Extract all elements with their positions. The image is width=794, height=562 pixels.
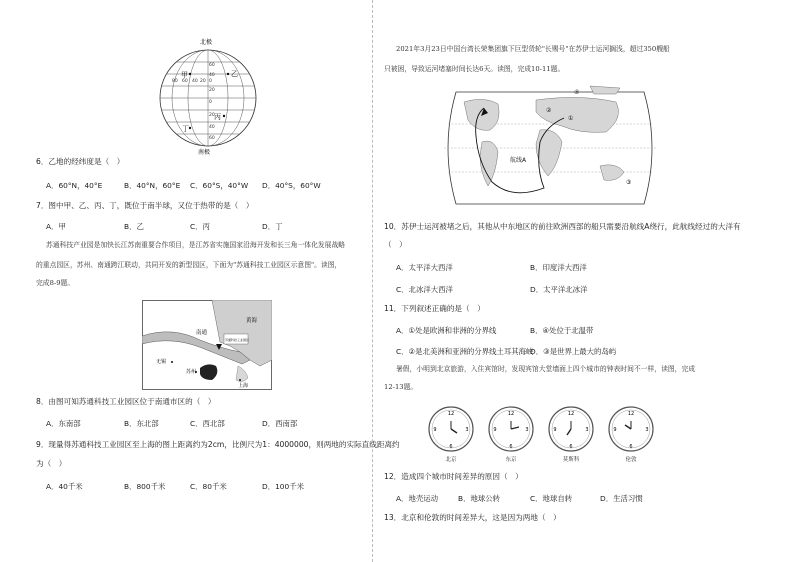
map-label-suzhou: 苏州	[186, 369, 197, 375]
q12-stem: 12．造成四个城市时间差异的原因（ ）	[384, 472, 523, 481]
map-marker-2: ②	[546, 107, 552, 114]
point-bing: 丙	[214, 113, 221, 121]
q11-stem: 11．下列叙述正确的是（ ）	[384, 304, 485, 313]
clock-numeral: 12	[627, 411, 635, 417]
lon-label-40: 40	[192, 79, 198, 84]
q8-stem: 8．由图可知苏通科技工业园区位于南通市区的（ ）	[36, 397, 216, 406]
clock-numeral: 3	[645, 427, 649, 433]
clock-numeral: 6	[569, 444, 573, 450]
lat-label-0: 0	[209, 100, 212, 105]
map-label-route-a: 航线A	[510, 157, 527, 164]
globe-south-label: 南极	[198, 149, 211, 156]
clock-numeral: 9	[433, 427, 437, 433]
q7-option-d[interactable]: D．丁	[262, 222, 283, 231]
q7-option-a[interactable]: A．甲	[46, 222, 66, 231]
lat-label-60s: 60	[209, 136, 215, 141]
point-ding: 丁	[182, 125, 189, 133]
passage-2-line-1: 2021年3月23日中国台湾长荣集团旗下巨型货轮"长赐号"在苏伊士运河搁浅，超过350艘船	[396, 45, 670, 53]
q9-option-d[interactable]: D．100千米	[262, 482, 304, 491]
q11-option-b[interactable]: B．④处位于北温带	[530, 326, 594, 335]
map-marker-4: ④	[574, 89, 580, 96]
map-label-wuxi: 无锡	[156, 359, 167, 365]
passage-1-line-1: 苏通科技产业园是加快长江苏南重要合作项目，是江苏省实施国家沿海开发和长三角一体化发展战略	[46, 241, 346, 249]
globe-north-label: 北极	[200, 39, 213, 46]
clock-numeral: 3	[525, 427, 529, 433]
passage-1-line-2: 的重点园区，苏州、南通跨江联动，共同开发的新型园区，下面为"苏通科技工业园区示意图"。读图，	[36, 261, 342, 269]
suzhou-nantong-map	[142, 300, 272, 390]
clock-label-tokyo: 东京	[505, 457, 517, 463]
q10-option-a[interactable]: A．太平洋大西洋	[396, 263, 453, 272]
q7-option-c[interactable]: C．丙	[190, 222, 210, 231]
q9-option-a[interactable]: A．40千米	[46, 482, 83, 491]
clock-numeral: 12	[447, 411, 455, 417]
q8-option-d[interactable]: D．西南部	[262, 419, 298, 428]
clock-numeral: 3	[465, 427, 469, 433]
q6-option-d[interactable]: D．40°S，60°W	[262, 181, 321, 190]
q7-option-b[interactable]: B．乙	[124, 222, 144, 231]
clock-numeral: 12	[507, 411, 515, 417]
q10-option-d[interactable]: D．太平洋北冰洋	[530, 285, 588, 294]
q9-option-b[interactable]: B．800千米	[124, 482, 166, 491]
passage-3-line-1: 暑假，小明到北京旅游，入住宾馆时，发现宾馆大堂墙面上四个城市的钟表时间不一样，读图，完成	[396, 365, 696, 373]
passage-3-line-2: 12-13题。	[384, 383, 418, 391]
lon-label-80: 80	[172, 79, 178, 84]
lon-label-0: 0	[209, 79, 212, 84]
map-label-nantong: 南通	[196, 330, 208, 336]
q8-option-a[interactable]: A．东南部	[46, 419, 81, 428]
clock-label-beijing: 北京	[445, 457, 457, 463]
q6-option-a[interactable]: A．60°N，40°E	[46, 181, 103, 190]
q12-option-d[interactable]: D．生活习惯	[600, 494, 643, 503]
q6-stem: 6．乙地的经纬度是（ ）	[36, 157, 125, 166]
passage-1-line-3: 完成8-9题。	[36, 279, 75, 287]
q10-stem-line-2: （ ）	[384, 240, 407, 249]
q10-stem: 10．苏伊士运河被堵之后，其他从中东地区的前往欧洲西部的船只需要沿航线A绕行，此航线经过的大洋有	[384, 222, 741, 231]
q6-option-c[interactable]: C．60°S，40°W	[190, 181, 249, 190]
map-label-park: 苏通科技工业园区	[225, 338, 250, 342]
four-clocks	[424, 402, 664, 456]
q11-option-c[interactable]: C．②是北美洲和亚洲的分界线土耳其海峡	[396, 347, 534, 356]
q8-option-b[interactable]: B．东北部	[124, 419, 159, 428]
q9-stem-line-2: 为（ ）	[36, 459, 67, 468]
q12-option-b[interactable]: B．地球公转	[458, 494, 501, 503]
q6-option-b[interactable]: B．40°N，60°E	[124, 181, 181, 190]
lat-label-20n: 20	[209, 88, 215, 93]
clock-label-london: 伦敦	[625, 457, 637, 463]
column-divider	[372, 0, 373, 562]
clock-numeral: 3	[585, 427, 589, 433]
q9-stem-line-1: 9．现量得苏通科技工业园区至上海的图上距离约为2cm，比例尺为1：4000000，则两地的实际直线距离约	[36, 440, 400, 449]
q12-option-c[interactable]: C．地球自转	[530, 494, 573, 503]
clock-numeral: 9	[493, 427, 497, 433]
lat-label-20s: 20	[209, 113, 215, 118]
clock-numeral: 9	[613, 427, 617, 433]
lon-label-60: 60	[182, 79, 188, 84]
q10-option-c[interactable]: C．北冰洋大西洋	[396, 285, 453, 294]
q11-option-a[interactable]: A．①处是欧洲和非洲的分界线	[396, 326, 497, 335]
lon-label-20: 20	[200, 79, 206, 84]
q12-option-a[interactable]: A．地壳运动	[396, 494, 439, 503]
lat-label-40s: 40	[209, 125, 215, 130]
q7-stem: 7．图中甲、乙、丙、丁，既位于南半球，又位于热带的是（ ）	[36, 201, 254, 210]
q13-stem: 13．北京和伦敦的时间差异大，这是因为两地（ ）	[384, 513, 561, 522]
lat-label-40n: 40	[209, 73, 215, 78]
map-label-huanghai: 黄海	[246, 318, 258, 324]
passage-2-line-2: 只被困，导致运河堵塞时间长达6天。读图，完成10-11题。	[384, 65, 565, 73]
point-jia: 甲	[181, 71, 188, 79]
q8-option-c[interactable]: C．西北部	[190, 419, 225, 428]
clock-numeral: 9	[553, 427, 557, 433]
map-marker-1: ①	[568, 115, 574, 122]
clock-label-moscow: 莫斯科	[562, 457, 580, 463]
clock-numeral: 6	[509, 444, 513, 450]
globe-figure	[148, 36, 268, 156]
clock-numeral: 6	[629, 444, 633, 450]
q9-option-c[interactable]: C．80千米	[190, 482, 227, 491]
world-map	[440, 82, 660, 214]
clock-numeral: 6	[449, 444, 453, 450]
lat-label-60n: 60	[209, 63, 215, 68]
clock-numeral: 12	[567, 411, 575, 417]
point-yi: 乙	[231, 70, 238, 78]
map-label-shanghai: 上海	[238, 383, 249, 389]
q10-option-b[interactable]: B．印度洋大西洋	[530, 263, 587, 272]
map-marker-3: ③	[626, 179, 632, 186]
q11-option-d[interactable]: D．③是世界上最大的岛屿	[530, 347, 617, 356]
